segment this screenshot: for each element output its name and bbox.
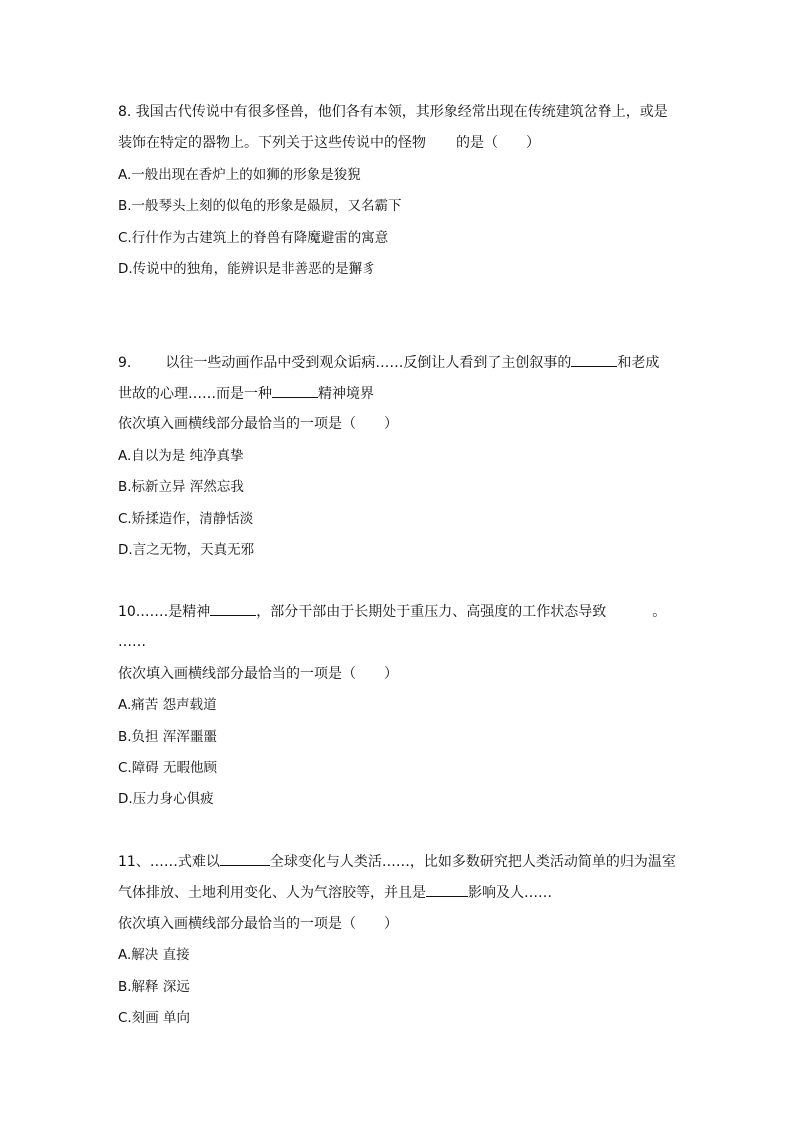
q10-instruction: 依次填入画横线部分最恰当的一项是（ ） (118, 666, 398, 682)
q8-option-a: A.一般出现在香炉上的如狮的形象是狻猊 (118, 167, 361, 183)
q8-option-c: C.行什作为古建筑上的脊兽有降魔避雷的寓意 (118, 230, 389, 246)
q11-option-a: A.解决 直接 (118, 947, 190, 963)
q10-option-b: B.负担 浑浑噩噩 (118, 729, 217, 745)
q10-stem-text-b: ，部分干部由于长期处于重压力、高强度的工作状态导致 (256, 604, 607, 620)
q9-blank-2 (272, 383, 318, 398)
q11-instruction: 依次填入画横线部分最恰当的一项是（ ） (118, 916, 398, 932)
q10-stem-text-a: 10.……是精神 (118, 604, 211, 620)
q9-instruction: 依次填入画横线部分最恰当的一项是（ ） (118, 416, 398, 432)
q9-stem-text-d: 精神境界 (318, 386, 374, 402)
q10-stem-line-1 (118, 601, 666, 622)
q9-stem-text-a: 以往一些动画作品中受到观众诟病……反倒让人看到了主创叙事的 (165, 355, 572, 371)
q11-stem-text-a: 11、……式难以 (118, 854, 220, 870)
q9-stem-text-c: 世故的心理……而是一种 (118, 386, 272, 402)
q11-blank-1 (220, 851, 270, 866)
q10-stem-text-c: 。 (652, 604, 667, 620)
q11-option-c: C.刻画 单向 (118, 1010, 191, 1026)
q9-number: 9. (118, 355, 132, 371)
q11-stem-text-c: 气体排放、土地利用变化、人为气溶胶等，并且是 (118, 885, 426, 901)
q11-stem-text-d: 影响及人…… (468, 885, 552, 901)
q11-blank-2 (426, 882, 468, 897)
q8-stem-line-1: 8. 我国古代传说中有很多怪兽，他们各有本领，其形象经常出现在传统建筑岔脊上，或是 (118, 104, 668, 120)
q10-stem-line-2: …… (118, 634, 146, 650)
q9-option-b: B.标新立异 浑然忘我 (118, 479, 244, 495)
q9-option-c: C.矫揉造作，清静恬淡 (118, 511, 254, 527)
q11-stem-line-2 (118, 882, 552, 903)
q11-stem-line-1 (118, 851, 676, 872)
q9-stem-line-2 (118, 383, 374, 404)
q9-stem-text-b: 和老成 (617, 355, 660, 371)
q10-option-d: D.压力身心俱疲 (118, 791, 214, 807)
q10-option-a: A.痛苦 怨声载道 (118, 697, 217, 713)
q9-blank-1 (571, 352, 617, 367)
q9-stem-line-1 (118, 352, 659, 373)
q8-stem-line-2 (118, 133, 540, 153)
q9-option-d: D.言之无物，天真无邪 (118, 542, 255, 558)
q8-stem-text-b: 的是（ ） (456, 135, 540, 151)
q10-option-c: C.障碍 无暇他顾 (118, 760, 218, 776)
q8-stem-text-a: 装饰在特定的器物上。下列关于这些传说中的怪物 (118, 135, 426, 151)
q11-stem-text-b: 全球变化与人类活……，比如多数研究把人类活动简单的归为温室 (269, 854, 676, 870)
q11-option-b: B.解释 深远 (118, 979, 190, 995)
q10-blank-1 (210, 601, 256, 616)
q8-option-d: D.传说中的独角，能辨识是非善恶的是獬豸 (118, 261, 376, 277)
q8-option-b: B.一般琴头上刻的似龟的形象是赑屃，又名霸下 (118, 198, 402, 214)
q9-option-a: A.自以为是 纯净真挚 (118, 448, 244, 464)
